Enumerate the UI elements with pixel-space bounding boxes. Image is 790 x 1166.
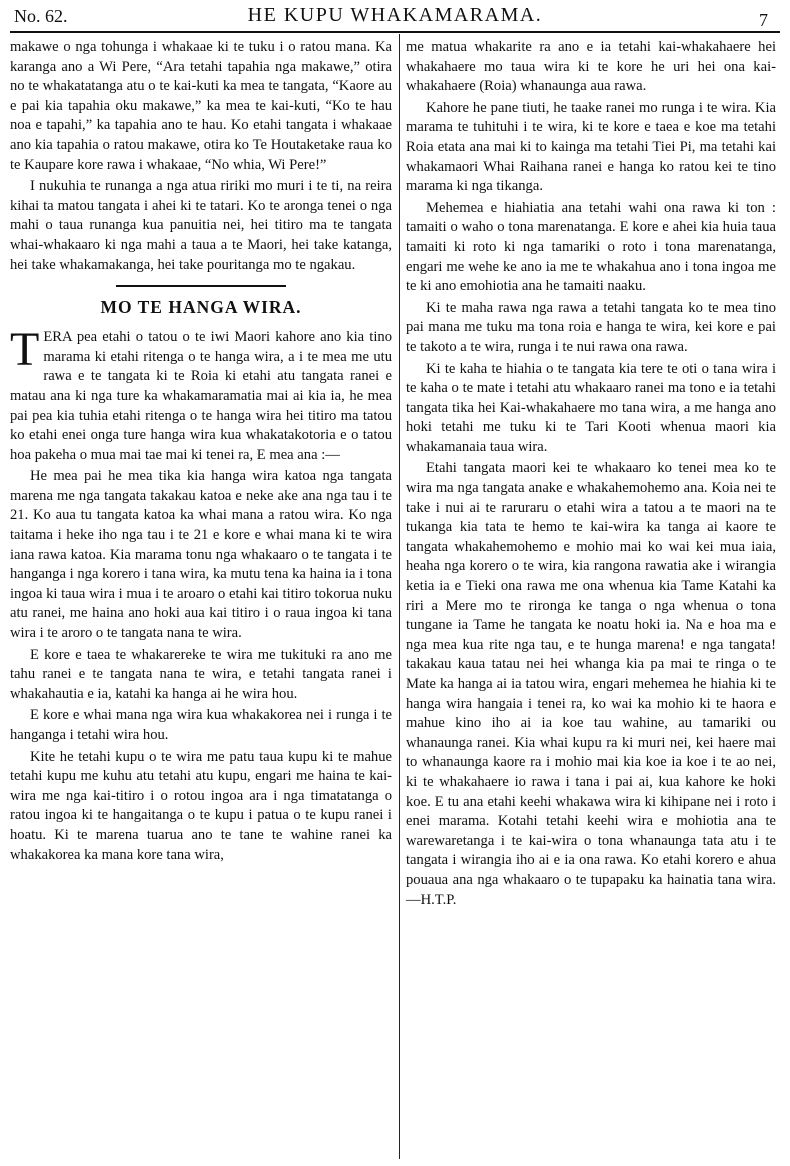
- continued-paragraph: me matua whakarite ra ano e ia tetahi kai-whakahaere hei whakahaere mo taua wira ki te kore he uri hei ona kai-whakahaere (Roia) whanaunga aua rawa.: [406, 39, 776, 95]
- drop-cap: T: [10, 323, 40, 377]
- paragraph: He mea pai he mea tika kia hanga wira katoa nga tangata marena me nga tangata takakau katoa e neke ake ana nga tau i te 21. Ko aua tu tangata katoa ka whai mana a ratou wira. Ko nga taitama i heke iho nga tau i te 21 e kore e whai mana ki te wira iana rawa katoa. Kia marama tonu nga whakaaro o te tangata i te hanganga i nga korero i tana wira, ka mutu tena ka haina ia i tona ingoa ki taua wira i mua i te aroaro o etahi kai titiro tokorua nuku atu ranei, me haina ano hoki aua kai titiro i o raua ingoa ki tana wira i te aroro o te tangata nana te wira.: [10, 468, 392, 642]
- paragraph: Ki te maha rawa nga rawa a tetahi tangata ko te mea tino pai mana me tuku ma tona roia e hanga te wira, kei kore e pai te takoto a te wira, runga i te nui rawa ona rawa.: [406, 299, 776, 355]
- issue-number: No. 62.: [14, 6, 68, 26]
- column-divider: [399, 34, 400, 1159]
- section-divider: [116, 285, 286, 287]
- publication-title: HE KUPU WHAKAMARAMA.: [247, 4, 543, 26]
- paragraph: I nukuhia te runanga a nga atua ririki mo muri i te ti, na reira kihai ta matou tangata i ahei ki te tatari. Ko te aronga tenei o nga mahi o taua runanga kua panuitia nei, hei titiro ma te tangata whai-whakaaro ki nga mahi a taua a te Maori, hei take katanga, hei take whakamakanga, hei take pouritanga mo te ngakau.: [10, 178, 392, 273]
- left-column: [10, 38, 392, 867]
- paragraph: E kore e whai mana nga wira kua whakakorea nei i runga i te hanganga i tetahi wira hou.: [10, 707, 392, 743]
- paragraph: Kite he tetahi kupu o te wira me patu taua kupu ki te mahue tetahi kupu me kuhu atu tetahi atu kupu, engari me haina te kai-wira me nga kai-titiro i o rotou ingoa ara i nga timatatanga o ratou ingoa ki te hangaitanga o te kupu i patua o te kupu ranei i hoatu. Ki te marena tuarua ano te tane te wahine ranei ka whakakorea ka mana kore tana wira,: [10, 748, 392, 863]
- section-title: MO TE HANGA WIRA.: [100, 297, 302, 318]
- paragraph-signed: Etahi tangata maori kei te whakaaro ko tenei mea ko te wira ma nga tangata anake e whakahemohemo ana. Koia nei te take i nui ai te raruraru o etahi wira a tatou a te maori na te tukanga kia tata te hemo te kai-wira ka tanga ai kaore te tangata whakahemohemo e mohio mai ko wai kei mua iaia, heaha nga korero o te wira, kia rangona rawatia ake i wirangia ketia ia e Tieki ona rawa me ona whenua kia Tame Katahi ka riri a Mere mo te rironga ke tanga o nga whenua o tona tungane ia Tame he tangata ke noatu hoki ia. Na e hoa ma e nga mea kua rite nga tau, e te hunga marena! e nga tangata! takakau kaua tatau nei hei whanga kia pa mai te ringa o te Mate ka hanga ai ia tatou wira, engari mehemea he hiahia ki te hanga wira hangaia i tenei ra, ko wai ka mohio ki te haora e mahue kino iho ai ia koe tau wahine, au tamariki ou whanaunga ranei. Kia whai kupu ra ki muri nei, kei haere mai to whanaunga kaore ra i mohio mai kia koe ia koe i te ao nei, ki te whakahaere io rawa i tana i pai ai, kua kahore ke hoki koe. E tu ana etahi keehi whakawa wira ki kihipane nei i roto i enei marama. Kotahi tetahi keehi wira e mohiotia ana te warewaretanga i te kai-wira o tona whanaunga tata atu i te tangata i wirangia iho ai e ia ona rawa. Ko etahi korero e ahua pouaua ana nga whakaaro o te tupapaku ka hainatia tana wira.—H.T.P.: [406, 460, 776, 908]
- paragraph: E kore e taea te whakarereke te wira me tukituki ra ano me tahu ranei e te tangata nana te wira, e tetahi tangata ranei i whakahautia e ia, katahi ka hanga ai he wira hou.: [10, 646, 392, 702]
- page-header: [0, 0, 790, 34]
- opening-paragraph-text: ERA pea etahi o tatou o te iwi Maori kahore ano kia tino marama ki etahi ritenga o te hanga wira, a i te mea me utu rawa e te tangata ki te Roia ki etahi atu tangata ranei e matau ana ki nga ture ka whakamaramatia mai ai kia ia, he mea pai pea kia tuhia etahi ritenga o te hanga wira hei titiro ma tatou ko etahi enei onga ture hanga wira kua whakatakotoria e o tatou hoa pakeha o mua mai tae mai ki tenei ra, E mea ana :—: [10, 329, 392, 463]
- page-number: 7: [759, 10, 768, 30]
- header-rule: [10, 31, 780, 33]
- paragraph: Kahore he pane tiuti, he taake ranei mo runga i te wira. Kia marama te tuhituhi i te wira, ki te kore e taea e koe ma tetahi Roia etata ana mai ki to kainga ma tetahi Tiei Pi, ma tetahi kai whakamaori Whai Raihana ranei e hanga ko ratou kei te tino marama ki nga tikanga.: [406, 99, 776, 195]
- paragraph: Ki te kaha te hiahia o te tangata kia tere te oti o tana wira i te kaha o te mate i tetahi atu whakaaro ranei ma tono e ia tetahi tangata tika hei Kai-whakahaere mo tana wira, a me hanga ano hoki tetahi me tuku ki te Tari Kooti whenua maori kia whakamanaia taua wira.: [406, 360, 776, 455]
- continued-paragraph: makawe o nga tohunga i whakaae ki te tuku i o ratou mana. Ka karanga ano a Wi Pere, “Ara tetahi tapahia nga makawe,” otira no te whakatatanga atu o te kai-kuti ka mea te tangata, “Kaore au e pai kia tapahia oku makawe,” ka mea te kai-kuti, “Ko te hau noa e tapahi,” ka tapahia ano te hau. Ko etahi tangata i whakaae ano kia tapahia o ratou makawe, otira ko Te Houtaketake raua ko te Kaupare kore rawa i whakaae, “No whia, Wi Pere!”: [10, 39, 392, 173]
- paragraph: Mehemea e hiahiatia ana tetahi wahi ona rawa ki ton : tamaiti o waho o tona marenatanga. E kore e ahei kia huia taua tamaiti ki roto ki nga tamariki o roto i tona marenatanga, engari me wehe ke ano ia me te whakahua ano i tona ingoa me te ki ano emohiotia ana he tamaiti naaku.: [406, 199, 776, 295]
- right-column: [406, 38, 776, 912]
- opening-paragraph: [10, 323, 392, 465]
